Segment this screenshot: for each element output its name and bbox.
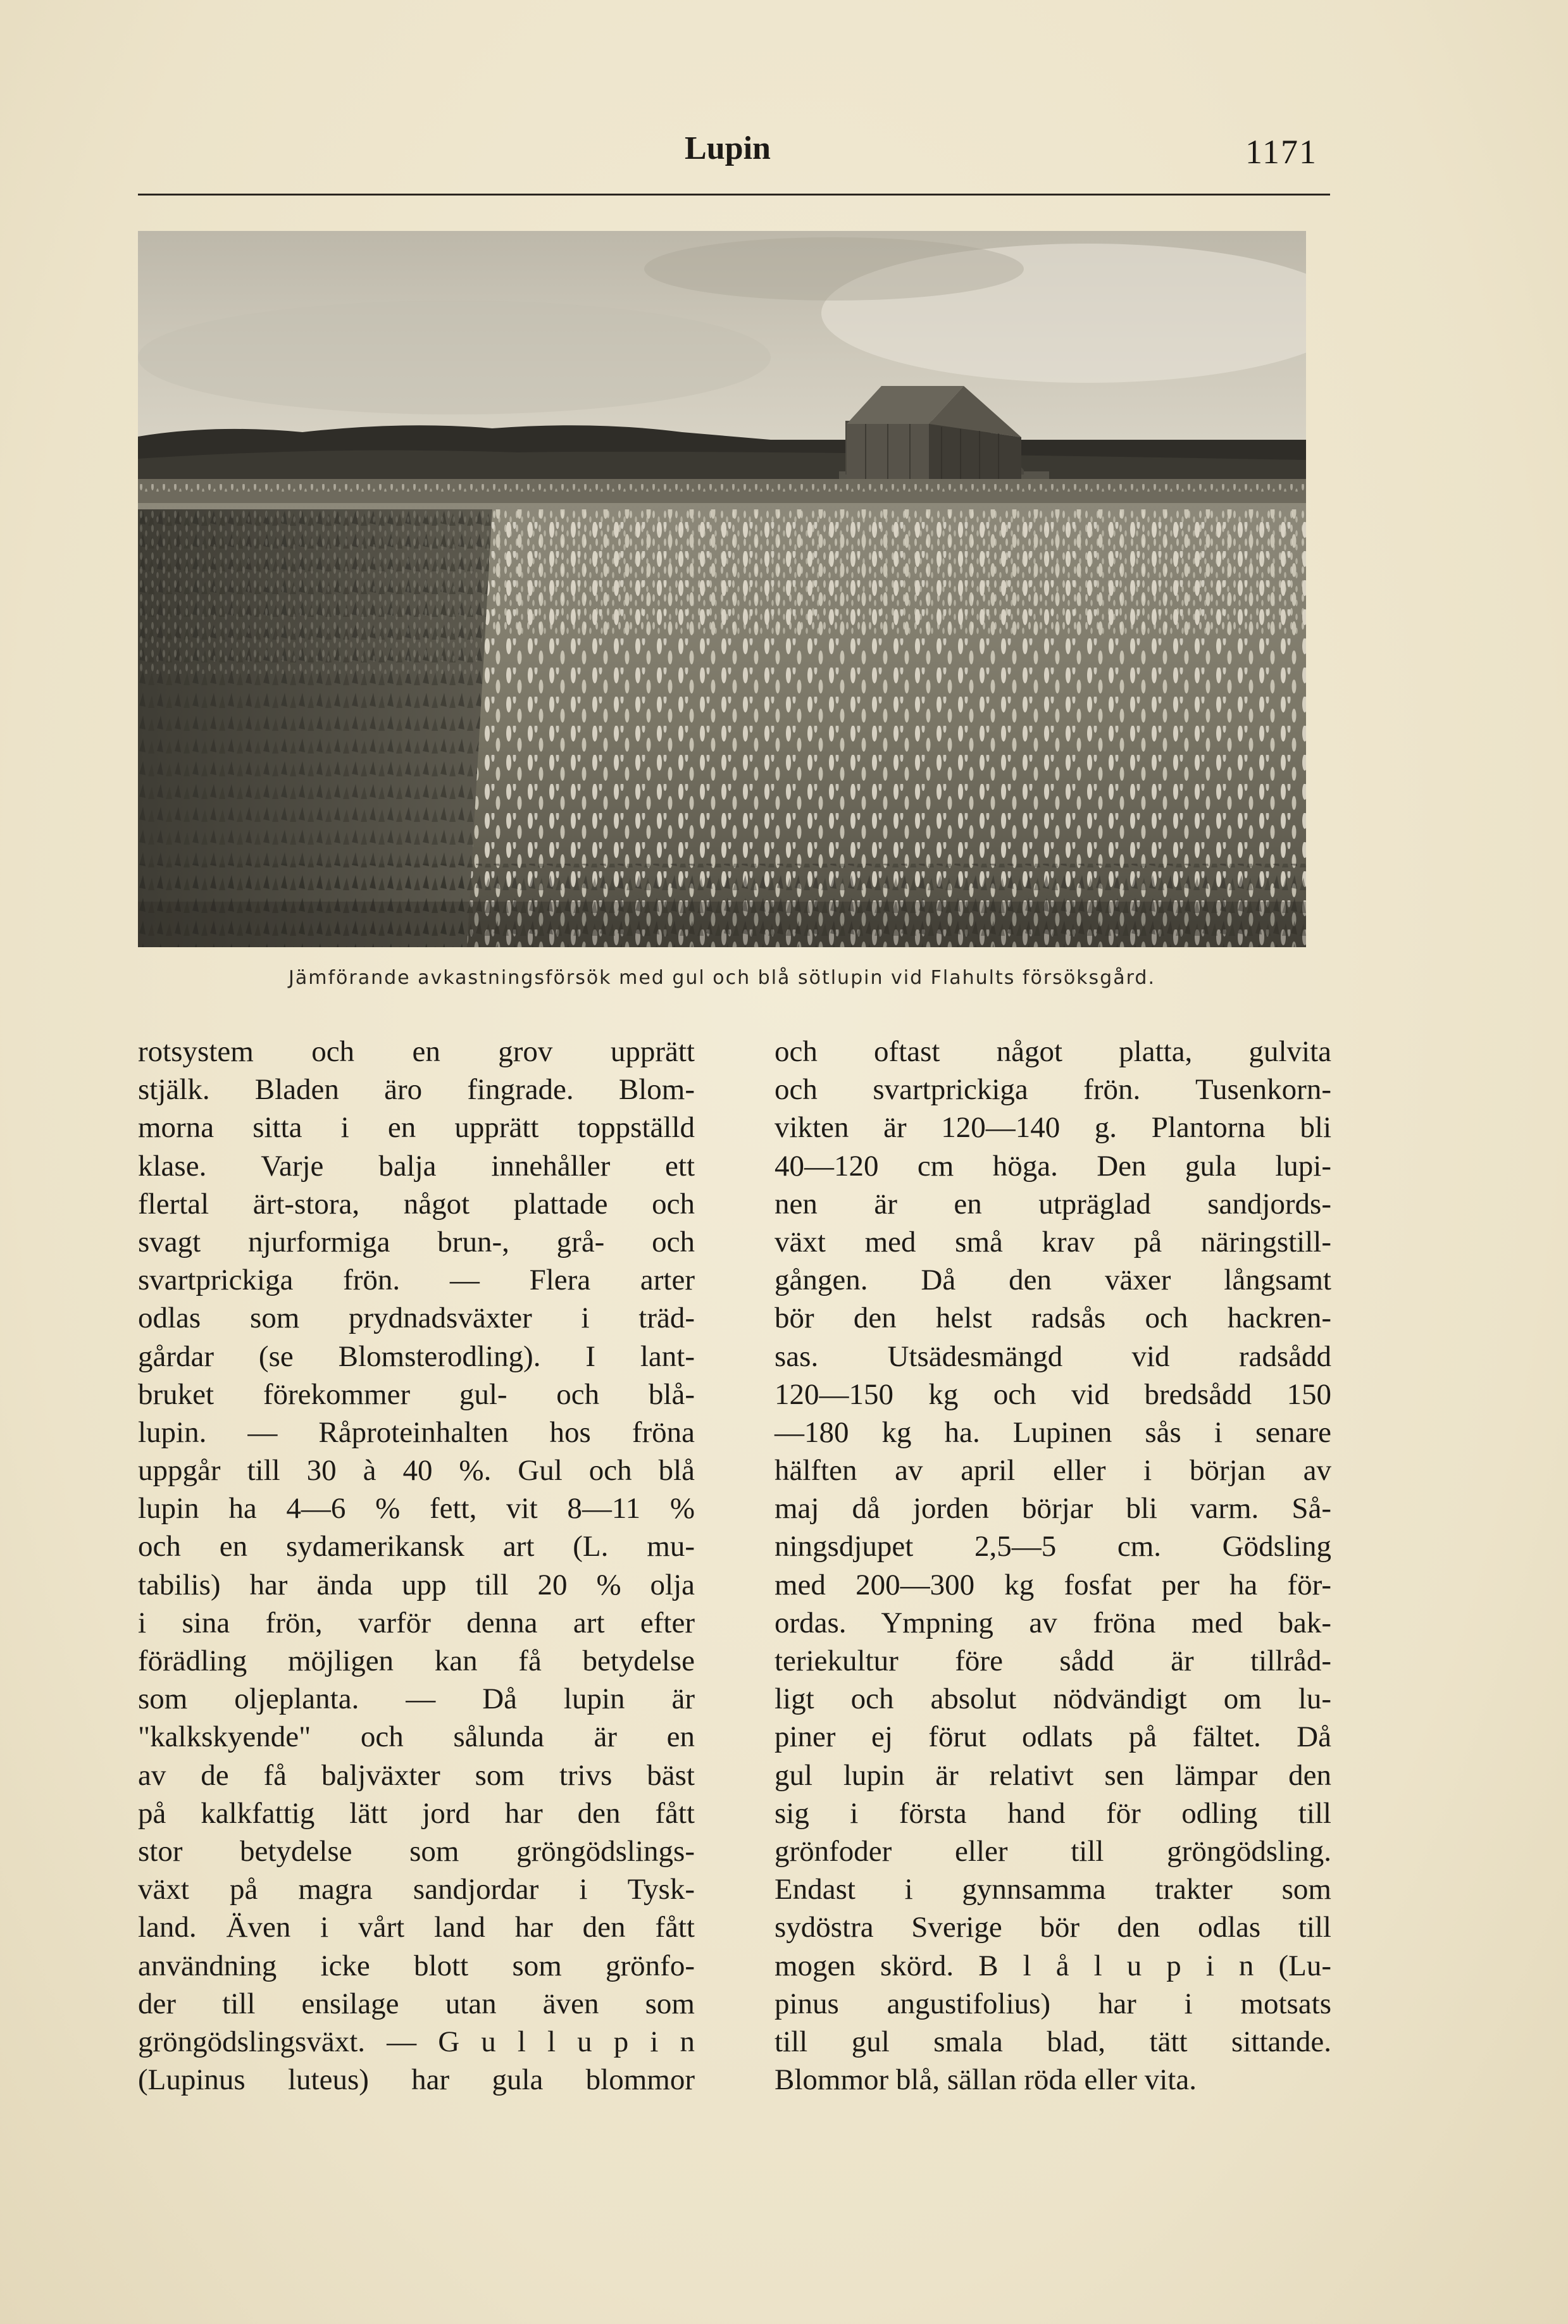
text-line: användning icke blott som grönfo-: [138, 1949, 695, 1982]
text-line: som oljeplanta. — Då lupin är: [138, 1682, 695, 1716]
text-line: uppgår till 30 à 40 %. Gul och blå: [138, 1454, 695, 1488]
text-line: vikten är 120—140 g. Plantorna bli: [775, 1111, 1331, 1145]
text-line: Endast i gynnsamma trakter som: [775, 1873, 1331, 1906]
text-line: Blommor blå, sällan röda eller vita.: [775, 2063, 1197, 2097]
text-line: och en sydamerikansk art (L. mu-: [138, 1530, 695, 1563]
text-line: och oftast något platta, gulvita: [775, 1035, 1331, 1068]
text-line: 40—120 cm höga. Den gula lupi-: [775, 1149, 1331, 1183]
text-line: der till ensilage utan även som: [138, 1987, 695, 2020]
text-line: växt på magra sandjordar i Tysk-: [138, 1873, 695, 1906]
text-line: stor betydelse som gröngödslings-: [138, 1834, 695, 1868]
text-line: gårdar (se Blomsterodling). I lant-: [138, 1339, 695, 1373]
text-line: 120—150 kg och vid bredsådd 150: [775, 1377, 1331, 1411]
text-line: växt med små krav på näringstill-: [775, 1225, 1331, 1258]
text-line: av de få baljväxter som trivs bäst: [138, 1758, 695, 1792]
text-line: flertal ärt-stora, något plattade och: [138, 1187, 695, 1221]
text-line: sydöstra Sverige bör den odlas till: [775, 1911, 1331, 1944]
text-line: förädling möjligen kan få betydelse: [138, 1644, 695, 1677]
text-line: gången. Då den växer långsamt: [775, 1264, 1331, 1297]
text-line: nen är en utpräglad sandjords-: [775, 1187, 1331, 1221]
text-line: gul lupin är relativt sen lämpar den: [775, 1758, 1331, 1792]
text-line: morna sitta i en upprätt toppställd: [138, 1111, 695, 1145]
text-line: maj då jorden börjar bli varm. Så-: [775, 1492, 1331, 1526]
text-line: "kalkskyende" och sålunda är en: [138, 1720, 695, 1754]
text-line: odlas som prydnadsväxter i träd-: [138, 1302, 695, 1335]
text-line: —180 kg ha. Lupinen sås i senare: [775, 1415, 1331, 1449]
text-line: lupin. — Råproteinhalten hos fröna: [138, 1415, 695, 1449]
figure-caption: Jämförande avkastningsförsök med gul och blå sötlupin vid Flahults försöksgård.: [289, 967, 1155, 989]
page-number: 1171: [1245, 133, 1317, 171]
text-line: svagt njurformiga brun-, grå- och: [138, 1225, 695, 1258]
text-line: (Lupinus luteus) har gula blommor: [138, 2063, 695, 2097]
text-line: klase. Varje balja innehåller ett: [138, 1149, 695, 1183]
text-line: sas. Utsädesmängd vid radsådd: [775, 1339, 1331, 1373]
photo-illustration: [138, 231, 1306, 947]
text-line: ningsdjupet 2,5—5 cm. Gödsling: [775, 1530, 1331, 1563]
text-line: pinus angustifolius) har i motsats: [775, 1987, 1331, 2020]
text-line: sig i första hand för odling till: [775, 1796, 1331, 1830]
text-line: gröngödslingsväxt. — G u l l u p i n: [138, 2025, 695, 2058]
text-line: bruket förekommer gul- och blå-: [138, 1377, 695, 1411]
text-line: mogen skörd. B l å l u p i n (Lu-: [775, 1949, 1331, 1982]
text-line: tabilis) har ända upp till 20 % olja: [138, 1568, 695, 1601]
text-line: stjälk. Bladen äro fingrade. Blom-: [138, 1073, 695, 1107]
field-photograph: [138, 231, 1306, 947]
text-line: med 200—300 kg fosfat per ha för-: [775, 1568, 1331, 1601]
text-line: land. Även i vårt land har den fått: [138, 1911, 695, 1944]
text-line: hälften av april eller i början av: [775, 1454, 1331, 1488]
text-line: svartprickiga frön. — Flera arter: [138, 1264, 695, 1297]
text-line: teriekultur före sådd är tillråd-: [775, 1644, 1331, 1677]
running-title: Lupin: [685, 130, 771, 166]
text-line: bör den helst radsås och hackren-: [775, 1302, 1331, 1335]
text-line: rotsystem och en grov upprätt: [138, 1035, 695, 1068]
text-line: grönfoder eller till gröngödsling.: [775, 1834, 1331, 1868]
text-line: ordas. Ympning av fröna med bak-: [775, 1606, 1331, 1639]
text-line: i sina frön, varför denna art efter: [138, 1606, 695, 1639]
text-column-left: [138, 1033, 695, 2099]
text-line: lupin ha 4—6 % fett, vit 8—11 %: [138, 1492, 695, 1526]
text-line: på kalkfattig lätt jord har den fått: [138, 1796, 695, 1830]
page-header: [138, 130, 1317, 187]
text-line: till gul smala blad, tätt sittande.: [775, 2025, 1331, 2058]
text-column-right: [775, 1033, 1331, 2099]
text-line: piner ej förut odlats på fältet. Då: [775, 1720, 1331, 1754]
header-rule: [138, 194, 1330, 196]
text-line: och svartprickiga frön. Tusenkorn-: [775, 1073, 1331, 1107]
text-line: ligt och absolut nödvändigt om lu-: [775, 1682, 1331, 1716]
